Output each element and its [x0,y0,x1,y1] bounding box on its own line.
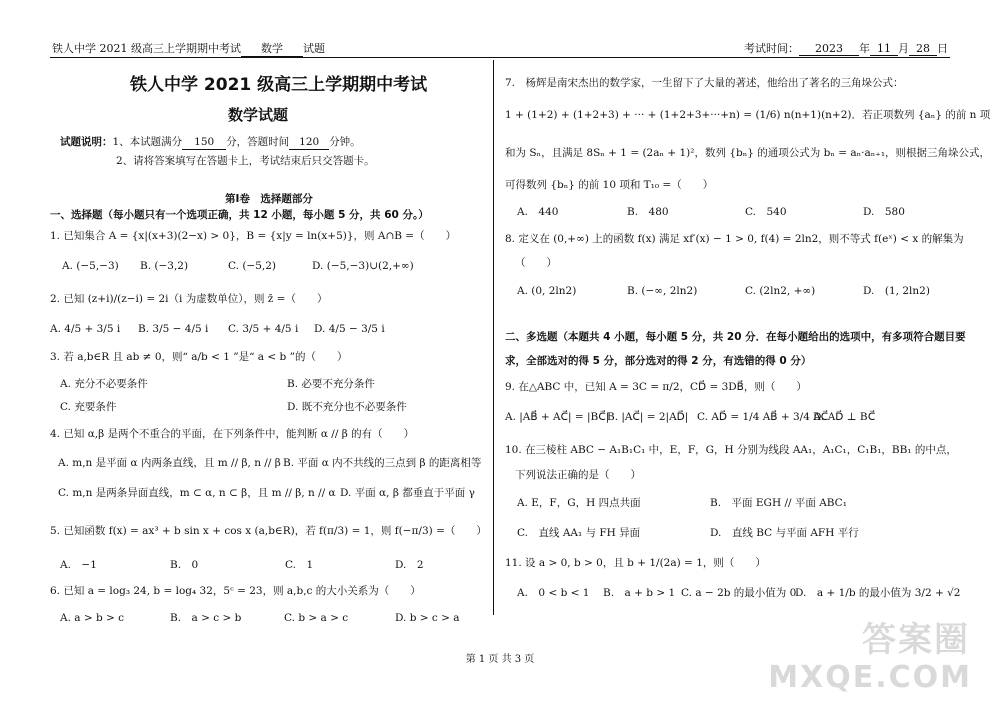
q2-option-c: C. 3/5 + 4/5 i [228,323,299,335]
q3-option-a: A. 充分不必要条件 [60,378,148,390]
q10-line-2: 下列说法正确的是（ ） [515,469,641,481]
q10-option-c: C. 直线 AA₁ 与 FH 异面 [517,527,641,539]
q7-option-d: D. 580 [863,206,905,218]
q2-option-b: B. 3/5 − 4/5 i [138,323,209,335]
q7-line-1: 7. 杨辉是南宋杰出的数学家，一生留下了大量的著述，他给出了著名的三角垛公式： [505,77,904,89]
notes-text-a: 1、本试题满分 [112,136,183,148]
page-footer: 第 1 页 共 3 页 [465,654,535,665]
year-unit: 年 [859,42,870,55]
exam-year: 2023 [799,42,859,56]
question-5: 5. 已知函数 f(x) = ax³ + b sin x + cos x (a,b∈R)，若 f(π/3) = 1，则 f(−π/3) =（ ） [50,525,487,537]
question-1: 1. 已知集合 A = {x|(x+3)(2−x) > 0}，B = {x|y = ln(x+5)}，则 A∩B =（ ） [50,230,457,242]
q11-option-c: C. a − 2b 的最小值为 0 [681,587,797,599]
section1-title: 一、选择题（每小题只有一个选项正确，共 12 小题，每小题 5 分，共 60 分。） [50,209,429,221]
q8-line-1: 8. 定义在 (0,+∞) 上的函数 f(x) 满足 xf′(x) − 1 > 0, f(4) = 2ln2，则不等式 f(eˣ) < x 的解集为 [505,233,964,245]
q7-line-2: 1 + (1+2) + (1+2+3) + ··· + (1+2+3+···+n) = (1/6) n(n+1)(n+2)．若正项数列 {aₙ} 的前 n 项 [505,109,991,121]
q2-option-d: D. 4/5 − 3/5 i [314,323,385,335]
question-6: 6. 已知 a = log₃ 24, b = log₄ 32，5ᶜ = 23，则 a,b,c 的大小关系为（ ） [50,585,421,597]
day-unit: 日 [937,42,948,55]
notes-time: 120 [289,135,329,150]
q7-line-4: 可得数列 {bₙ} 的前 10 项和 T₁₀ =（ ） [505,179,714,191]
notes-label: 试题说明： [60,136,113,148]
section2-title-line-2: 求，全部选对的得 5 分，部分选对的得 2 分，有选错的得 0 分） [505,355,812,367]
q4-option-d: D. 平面 α, β 都垂直于平面 γ [340,487,475,499]
part1-title: 第Ⅰ卷 选择题部分 [225,193,313,205]
q4-option-a: A. m,n 是平面 α 内两条直线，且 m // β, n // β [58,457,281,469]
q3-option-b: B. 必要不充分条件 [287,378,375,390]
header-subject: 数学 [241,40,303,57]
q7-option-c: C. 540 [745,206,787,218]
q9-option-c: C. AD⃗ = 1/4 AB⃗ + 3/4 AC⃗ [697,411,829,423]
q1-option-c: C. (−5,2) [228,260,277,272]
q6-option-a: A. a > b > c [60,612,125,624]
q10-option-a: A. E，F，G，H 四点共面 [517,497,641,509]
q8-option-b: B. (−∞, 2ln2) [627,285,698,297]
q7-option-a: A. 440 [517,206,559,218]
q4-option-c: C. m,n 是两条异面直线，m ⊂ α, n ⊂ β，且 m // β, n // α [58,487,336,499]
q8-option-d: D. (1, 2ln2) [863,285,930,297]
q5-option-a: A. −1 [60,559,97,571]
header-school: 铁人中学 2021 级高三上学期期中考试 [52,42,241,55]
question-2: 2. 已知 (z+i)/(z−i) = 2i（i 为虚数单位），则 z̄ =（ ） [50,293,328,305]
q1-option-d: D. (−5,−3)∪(2,+∞) [312,260,414,272]
notes-score: 150 [182,135,226,150]
watermark-url: MXQE.COM [768,660,972,695]
q1-option-b: B. (−3,2) [140,260,189,272]
q11-option-b: B. a + b > 1 [603,587,676,599]
q11-option-a: A. 0 < b < 1 [517,587,590,599]
q6-option-c: C. b > a > c [284,612,349,624]
notes-text-b: 分，答题时间 [226,136,290,148]
exam-title: 铁人中学 2021 级高三上学期期中考试 [130,75,428,95]
exam-day: 28 [909,42,937,56]
month-unit: 月 [898,42,909,55]
notes-line-2: 2、请将答案填写在答题卡上，考试结束后只交答题卡。 [116,155,375,167]
notes-text-c: 分钟。 [329,136,361,148]
question-3: 3. 若 a,b∈R 且 ab ≠ 0，则“ a/b < 1 ”是“ a < b ”的（ ） [50,351,348,363]
section2-title-line-1: 二、多选题（本题共 4 小题，每小题 5 分，共 20 分．在每小题给出的选项中，有多项符合题目要 [505,331,966,343]
q8-option-a: A. (0, 2ln2) [517,285,577,297]
q8-line-2: （ ） [515,257,557,269]
q3-option-c: C. 充要条件 [60,401,117,413]
q5-option-c: C. 1 [285,559,314,571]
subject-title: 数学试题 [228,106,289,124]
question-9: 9. 在△ABC 中，已知 A = 3C = π/2，CD⃗ = 3DB⃗，则（ ） [505,381,807,393]
q7-line-3: 和为 Sₙ，且满足 8Sₙ + 1 = (2aₙ + 1)²，数列 {bₙ} 的通项公式为 bₙ = aₙ·aₙ₊₁，则根据三角垛公式， [505,147,991,159]
question-4: 4. 已知 α,β 是两个不重合的平面，在下列条件中，能判断 α // β 的有（ ） [50,428,415,440]
header-rule [50,57,950,58]
q4-option-b: B. 平面 α 内不共线的三点到 β 的距离相等 [283,457,482,469]
q10-option-d: D. 直线 BC 与平面 AFH 平行 [710,527,859,539]
q11-option-d: D. a + 1/b 的最小值为 3/2 + √2 [795,587,961,599]
header-right [744,40,948,56]
q3-option-d: D. 既不充分也不必要条件 [287,401,407,413]
q8-option-c: C. (2ln2, +∞) [745,285,816,297]
q6-option-b: B. a > c > b [170,612,242,624]
header-left [52,40,325,57]
q2-option-a: A. 4/5 + 3/5 i [50,323,121,335]
q6-option-d: D. b > c > a [395,612,460,624]
watermark-chinese: 答案圈 [862,620,970,660]
q5-option-d: D. 2 [395,559,424,571]
q9-option-a: A. |AB⃗ + AC⃗| = |BC⃗| [505,411,610,423]
exam-time-label: 考试时间： [744,42,799,55]
notes-line-1 [60,135,361,150]
column-divider [493,60,494,615]
q9-option-d: D. AD⃗ ⊥ BC⃗ [813,411,876,423]
q5-option-b: B. 0 [170,559,199,571]
q7-option-b: B. 480 [627,206,669,218]
q10-option-b: B. 平面 EGH // 平面 ABC₁ [710,497,847,509]
question-11: 11. 设 a > 0, b > 0，且 b + 1/(2a) = 1，则（ ） [505,557,766,569]
q1-option-a: A. (−5,−3) [62,260,119,272]
q10-line-1: 10. 在三棱柱 ABC − A₁B₁C₁ 中，E，F，G，H 分别为线段 AA₁，A₁C₁，C₁B₁，BB₁ 的中点， [505,444,957,456]
q9-option-b: B. |AC⃗| = 2|AD⃗| [607,411,689,423]
header-suffix: 试题 [303,42,325,55]
exam-month: 11 [870,42,898,56]
